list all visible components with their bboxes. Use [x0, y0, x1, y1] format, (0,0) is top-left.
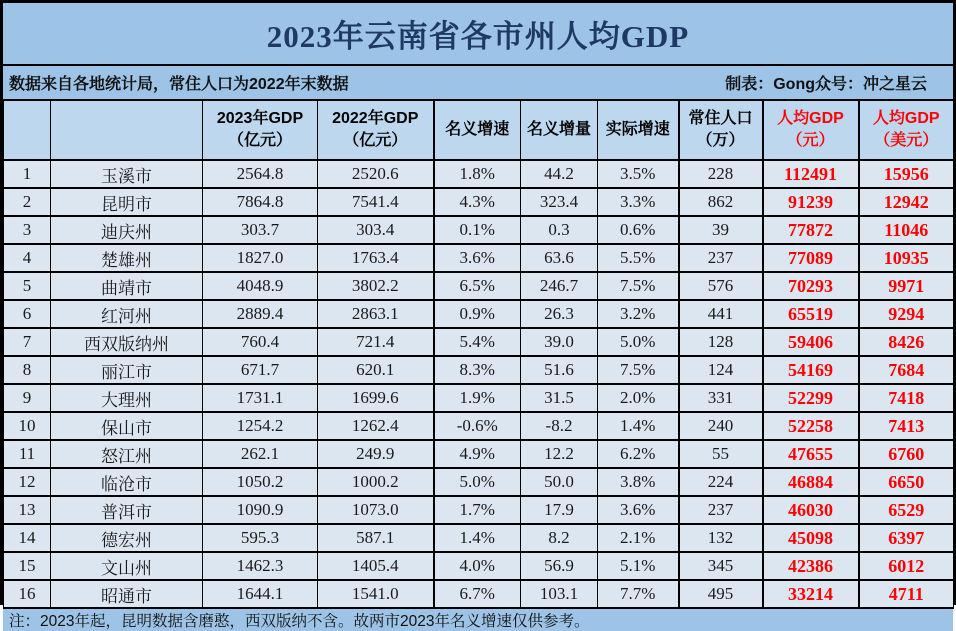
cell-pc_gdp_cny: 65519 — [763, 300, 859, 328]
cell-pc_gdp_usd: 6012 — [859, 552, 954, 580]
col-header-gdp2023: 2023年GDP （亿元） — [203, 100, 318, 160]
cell-pc_gdp_usd: 9971 — [859, 272, 954, 300]
cell-gdp2023: 262.1 — [203, 440, 318, 468]
col-header-pc_gdp_usd: 人均GDP （美元） — [859, 100, 954, 160]
cell-nominal_growth: 3.6% — [434, 244, 521, 272]
cell-pc_gdp_usd: 9294 — [859, 300, 954, 328]
cell-rank: 12 — [4, 468, 51, 496]
cell-pc_gdp_cny: 112491 — [763, 160, 859, 188]
cell-pc_gdp_cny: 70293 — [763, 272, 859, 300]
cell-city: 昭通市 — [51, 580, 203, 608]
cell-nominal_increase: 246.7 — [521, 272, 598, 300]
cell-nominal_increase: -8.2 — [521, 412, 598, 440]
col-header-rank — [4, 100, 51, 160]
cell-nominal_increase: 39.0 — [521, 328, 598, 356]
cell-rank: 11 — [4, 440, 51, 468]
cell-city: 西双版纳州 — [51, 328, 203, 356]
cell-nominal_growth: 6.7% — [434, 580, 521, 608]
table-row — [4, 160, 954, 188]
cell-gdp2022: 620.1 — [318, 356, 434, 384]
cell-nominal_increase: 12.2 — [521, 440, 598, 468]
cell-gdp2022: 2863.1 — [318, 300, 434, 328]
table-row — [4, 496, 954, 524]
cell-pc_gdp_usd: 12942 — [859, 188, 954, 216]
cell-rank: 8 — [4, 356, 51, 384]
table-row — [4, 524, 954, 552]
cell-city: 保山市 — [51, 412, 203, 440]
cell-population: 237 — [679, 496, 763, 524]
cell-nominal_increase: 26.3 — [521, 300, 598, 328]
cell-city: 怒江州 — [51, 440, 203, 468]
cell-pc_gdp_usd: 4711 — [859, 580, 954, 608]
cell-real_growth: 7.5% — [598, 356, 679, 384]
cell-population: 237 — [679, 244, 763, 272]
cell-rank: 7 — [4, 328, 51, 356]
cell-real_growth: 3.6% — [598, 496, 679, 524]
cell-nominal_growth: 1.9% — [434, 384, 521, 412]
cell-nominal_increase: 0.3 — [521, 216, 598, 244]
cell-real_growth: 2.1% — [598, 524, 679, 552]
cell-rank: 13 — [4, 496, 51, 524]
cell-population: 240 — [679, 412, 763, 440]
cell-pc_gdp_cny: 46030 — [763, 496, 859, 524]
cell-nominal_growth: 8.3% — [434, 356, 521, 384]
cell-nominal_increase: 17.9 — [521, 496, 598, 524]
cell-city: 楚雄州 — [51, 244, 203, 272]
table-row — [4, 216, 954, 244]
table-row — [4, 244, 954, 272]
page-title: 2023年云南省各市州人均GDP — [266, 19, 690, 54]
cell-rank: 5 — [4, 272, 51, 300]
cell-population: 345 — [679, 552, 763, 580]
cell-gdp2022: 721.4 — [318, 328, 434, 356]
col-header-nominal_increase: 名义增量 — [521, 100, 598, 160]
cell-real_growth: 0.6% — [598, 216, 679, 244]
cell-rank: 6 — [4, 300, 51, 328]
cell-gdp2022: 1699.6 — [318, 384, 434, 412]
cell-pc_gdp_cny: 54169 — [763, 356, 859, 384]
cell-gdp2022: 7541.4 — [318, 188, 434, 216]
cell-city: 德宏州 — [51, 524, 203, 552]
cell-gdp2022: 1000.2 — [318, 468, 434, 496]
cell-pc_gdp_cny: 77089 — [763, 244, 859, 272]
cell-population: 862 — [679, 188, 763, 216]
cell-pc_gdp_cny: 59406 — [763, 328, 859, 356]
table-row — [4, 300, 954, 328]
subtitle-band — [3, 66, 953, 99]
cell-gdp2023: 1050.2 — [203, 468, 318, 496]
cell-nominal_growth: 4.9% — [434, 440, 521, 468]
col-header-population: 常住人口 （万） — [679, 100, 763, 160]
cell-pc_gdp_usd: 6397 — [859, 524, 954, 552]
cell-real_growth: 2.0% — [598, 384, 679, 412]
col-header-pc_gdp_cny: 人均GDP （元） — [763, 100, 859, 160]
table-row — [4, 468, 954, 496]
cell-gdp2023: 4048.9 — [203, 272, 318, 300]
cell-city: 玉溪市 — [51, 160, 203, 188]
cell-pc_gdp_usd: 6529 — [859, 496, 954, 524]
cell-pc_gdp_usd: 10935 — [859, 244, 954, 272]
table-row — [4, 440, 954, 468]
cell-gdp2023: 671.7 — [203, 356, 318, 384]
cell-nominal_increase: 8.2 — [521, 524, 598, 552]
credit-note: 制表：Gong众号：冲之星云 — [725, 76, 927, 93]
cell-gdp2023: 1462.3 — [203, 552, 318, 580]
cell-pc_gdp_cny: 33214 — [763, 580, 859, 608]
cell-pc_gdp_cny: 52299 — [763, 384, 859, 412]
cell-pc_gdp_cny: 77872 — [763, 216, 859, 244]
cell-city: 文山州 — [51, 552, 203, 580]
cell-gdp2022: 3802.2 — [318, 272, 434, 300]
cell-nominal_growth: 5.4% — [434, 328, 521, 356]
cell-rank: 9 — [4, 384, 51, 412]
cell-real_growth: 1.4% — [598, 412, 679, 440]
cell-nominal_growth: 0.1% — [434, 216, 521, 244]
cell-gdp2023: 1827.0 — [203, 244, 318, 272]
cell-gdp2022: 1763.4 — [318, 244, 434, 272]
cell-gdp2023: 1644.1 — [203, 580, 318, 608]
cell-pc_gdp_cny: 91239 — [763, 188, 859, 216]
col-header-city — [51, 100, 203, 160]
cell-nominal_increase: 31.5 — [521, 384, 598, 412]
cell-nominal_growth: -0.6% — [434, 412, 521, 440]
cell-pc_gdp_usd: 6760 — [859, 440, 954, 468]
cell-nominal_growth: 1.4% — [434, 524, 521, 552]
cell-gdp2023: 1254.2 — [203, 412, 318, 440]
cell-gdp2023: 1731.1 — [203, 384, 318, 412]
cell-gdp2022: 1541.0 — [318, 580, 434, 608]
cell-pc_gdp_usd: 15956 — [859, 160, 954, 188]
cell-population: 39 — [679, 216, 763, 244]
cell-population: 124 — [679, 356, 763, 384]
cell-gdp2023: 7864.8 — [203, 188, 318, 216]
cell-nominal_growth: 5.0% — [434, 468, 521, 496]
cell-nominal_growth: 1.7% — [434, 496, 521, 524]
cell-real_growth: 5.1% — [598, 552, 679, 580]
cell-population: 128 — [679, 328, 763, 356]
footer-band — [3, 609, 953, 631]
cell-rank: 2 — [4, 188, 51, 216]
cell-pc_gdp_cny: 46884 — [763, 468, 859, 496]
cell-gdp2022: 1262.4 — [318, 412, 434, 440]
cell-nominal_growth: 4.3% — [434, 188, 521, 216]
col-header-nominal_growth: 名义增速 — [434, 100, 521, 160]
cell-population: 224 — [679, 468, 763, 496]
cell-nominal_growth: 0.9% — [434, 300, 521, 328]
gdp-table — [3, 99, 954, 609]
cell-real_growth: 3.5% — [598, 160, 679, 188]
cell-nominal_growth: 4.0% — [434, 552, 521, 580]
table-row — [4, 412, 954, 440]
footnote: 注：2023年起，昆明数据含磨憨，西双版纳不含。故两市2023年名义增速仅供参考。 — [9, 613, 590, 630]
cell-pc_gdp_cny: 52258 — [763, 412, 859, 440]
cell-gdp2023: 2889.4 — [203, 300, 318, 328]
cell-gdp2022: 1405.4 — [318, 552, 434, 580]
cell-pc_gdp_usd: 6650 — [859, 468, 954, 496]
cell-population: 132 — [679, 524, 763, 552]
cell-rank: 3 — [4, 216, 51, 244]
table-body — [4, 160, 954, 608]
cell-nominal_increase: 103.1 — [521, 580, 598, 608]
cell-city: 曲靖市 — [51, 272, 203, 300]
cell-gdp2022: 2520.6 — [318, 160, 434, 188]
data-source-note: 数据来自各地统计局，常住人口为2022年末数据 — [9, 76, 349, 93]
cell-rank: 1 — [4, 160, 51, 188]
cell-rank: 14 — [4, 524, 51, 552]
cell-pc_gdp_usd: 8426 — [859, 328, 954, 356]
cell-rank: 16 — [4, 580, 51, 608]
cell-pc_gdp_cny: 47655 — [763, 440, 859, 468]
cell-real_growth: 6.2% — [598, 440, 679, 468]
col-header-gdp2022: 2022年GDP （亿元） — [318, 100, 434, 160]
cell-nominal_increase: 51.6 — [521, 356, 598, 384]
cell-population: 576 — [679, 272, 763, 300]
cell-nominal_increase: 50.0 — [521, 468, 598, 496]
cell-pc_gdp_usd: 7684 — [859, 356, 954, 384]
cell-nominal_increase: 56.9 — [521, 552, 598, 580]
cell-city: 大理州 — [51, 384, 203, 412]
cell-rank: 15 — [4, 552, 51, 580]
cell-pc_gdp_cny: 42386 — [763, 552, 859, 580]
cell-city: 昆明市 — [51, 188, 203, 216]
cell-pc_gdp_cny: 45098 — [763, 524, 859, 552]
cell-rank: 4 — [4, 244, 51, 272]
cell-pc_gdp_usd: 7413 — [859, 412, 954, 440]
table-row — [4, 580, 954, 608]
cell-real_growth: 3.3% — [598, 188, 679, 216]
cell-real_growth: 7.5% — [598, 272, 679, 300]
cell-pc_gdp_usd: 7418 — [859, 384, 954, 412]
cell-gdp2022: 587.1 — [318, 524, 434, 552]
cell-gdp2022: 1073.0 — [318, 496, 434, 524]
col-header-real_growth: 实际增速 — [598, 100, 679, 160]
cell-pc_gdp_usd: 11046 — [859, 216, 954, 244]
cell-city: 丽江市 — [51, 356, 203, 384]
cell-city: 普洱市 — [51, 496, 203, 524]
cell-gdp2023: 1090.9 — [203, 496, 318, 524]
cell-population: 55 — [679, 440, 763, 468]
cell-gdp2023: 303.7 — [203, 216, 318, 244]
header-row — [4, 100, 954, 160]
cell-real_growth: 3.2% — [598, 300, 679, 328]
table-row — [4, 272, 954, 300]
table-row — [4, 384, 954, 412]
cell-nominal_increase: 44.2 — [521, 160, 598, 188]
cell-gdp2023: 760.4 — [203, 328, 318, 356]
table-row — [4, 356, 954, 384]
cell-population: 495 — [679, 580, 763, 608]
cell-gdp2022: 303.4 — [318, 216, 434, 244]
cell-real_growth: 5.5% — [598, 244, 679, 272]
cell-nominal_growth: 1.8% — [434, 160, 521, 188]
cell-population: 331 — [679, 384, 763, 412]
cell-real_growth: 3.8% — [598, 468, 679, 496]
cell-population: 228 — [679, 160, 763, 188]
cell-nominal_growth: 6.5% — [434, 272, 521, 300]
cell-gdp2022: 249.9 — [318, 440, 434, 468]
cell-city: 迪庆州 — [51, 216, 203, 244]
cell-city: 临沧市 — [51, 468, 203, 496]
title-band — [3, 3, 953, 66]
cell-population: 441 — [679, 300, 763, 328]
cell-rank: 10 — [4, 412, 51, 440]
table-row — [4, 552, 954, 580]
cell-real_growth: 7.7% — [598, 580, 679, 608]
cell-gdp2023: 595.3 — [203, 524, 318, 552]
table-row — [4, 188, 954, 216]
cell-nominal_increase: 323.4 — [521, 188, 598, 216]
cell-gdp2023: 2564.8 — [203, 160, 318, 188]
cell-real_growth: 5.0% — [598, 328, 679, 356]
table-row — [4, 328, 954, 356]
cell-nominal_increase: 63.6 — [521, 244, 598, 272]
cell-city: 红河州 — [51, 300, 203, 328]
